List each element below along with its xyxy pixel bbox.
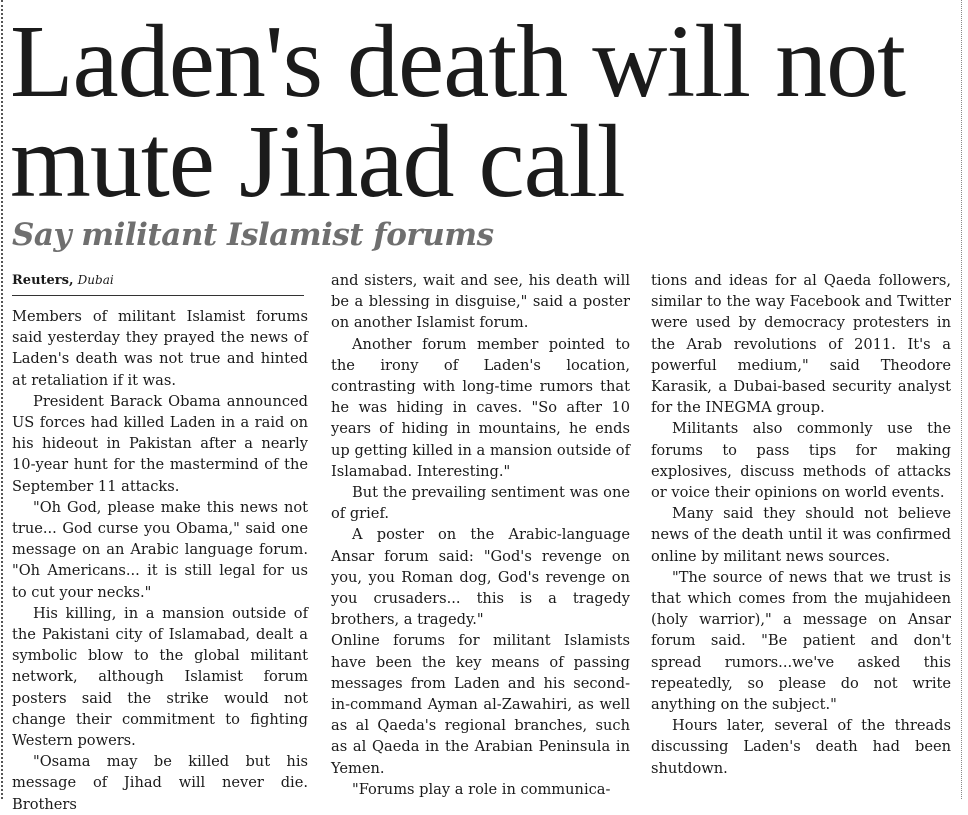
byline-city: Dubai	[77, 273, 114, 287]
paragraph: A poster on the Arabic-language Ansar forum said: "God's revenge on you, you Roman dog, God's revenge on you crusaders... this is a tragedy brothers, a tragedy."	[331, 526, 630, 629]
column-1	[12, 306, 308, 815]
paragraph: and sisters, wait and see, his death will be a blessing in disguise," said a poster on another Islamist forum.	[331, 272, 630, 332]
paragraph: Hours later, several of the threads discussing Laden's death had been shutdown.	[651, 717, 951, 777]
byline-agency: Reuters	[12, 273, 69, 288]
left-column-rule	[1, 0, 3, 799]
paragraph: His killing, in a mansion outside of the Pakistani city of Islamabad, dealt a symbolic blow to the global militant network, although Islamist forum posters said the strike would not change their commitment to fighting Western powers.	[12, 604, 308, 750]
subheadline: Say militant Islamist forums	[12, 217, 494, 253]
column-2	[331, 270, 630, 800]
paragraph: Many said they should not believe news of the death until it was confirmed online by militant news sources.	[651, 505, 951, 565]
headline: Laden's death will not mute Jihad call	[10, 4, 905, 219]
paragraph: tions and ideas for al Qaeda followers, similar to the way Facebook and Twitter were used by democracy protesters in the Arab revolutions of 2011. It's a powerful medium," said Theodore Karasik, a Dubai-based security analyst for the INEGMA group.	[651, 272, 951, 417]
paragraph: "Osama may be killed but his message of Jihad will never die. Brothers	[12, 753, 308, 813]
paragraph: President Barack Obama announced US forces had killed Laden in a raid on his hideout in Pakistan after a nearly 10-year hunt for the mastermind of the September 11 attacks.	[12, 392, 308, 495]
paragraph: Another forum member pointed to the irony of Laden's location, contrasting with long-time rumors that he was hiding in caves. "So after 10 years of hiding in mountains, he ends up getting killed in a mansion outside of Islamabad. Interesting."	[331, 335, 630, 480]
paragraph: But the prevailing sentiment was one of grief.	[331, 484, 630, 523]
paragraph: "The source of news that we trust is that which comes from the mujahideen (holy warrior)," a message on Ansar forum said. "Be patient and don't spread rumors...we've asked this repeatedly, so please do not write anything on the subject."	[651, 568, 951, 714]
byline	[12, 271, 304, 296]
paragraph: "Forums play a role in communica-	[352, 780, 611, 798]
paragraph: "Oh God, please make this news not true... God curse you Obama," said one message on an Arabic language forum. "Oh Americans... it is still legal for us to cut your necks."	[12, 498, 308, 601]
byline-separator: ,	[68, 273, 74, 288]
paragraph: Members of militant Islamist forums said yesterday they prayed the news of Laden's death was not true and hinted at retaliation if it was.	[12, 308, 308, 389]
paragraph: Online forums for militant Islamists have been the key means of passing messages from Laden and his second-in-command Ayman al-Zawahiri, as well as al Qaeda's regional branches, such as al Qaeda in the Arabian Peninsula in Yemen.	[331, 632, 630, 777]
paragraph: Militants also commonly use the forums to pass tips for making explosives, discuss methods of attacks or voice their opinions on world events.	[651, 420, 951, 502]
right-column-rule	[961, 0, 962, 799]
column-3	[651, 270, 951, 779]
